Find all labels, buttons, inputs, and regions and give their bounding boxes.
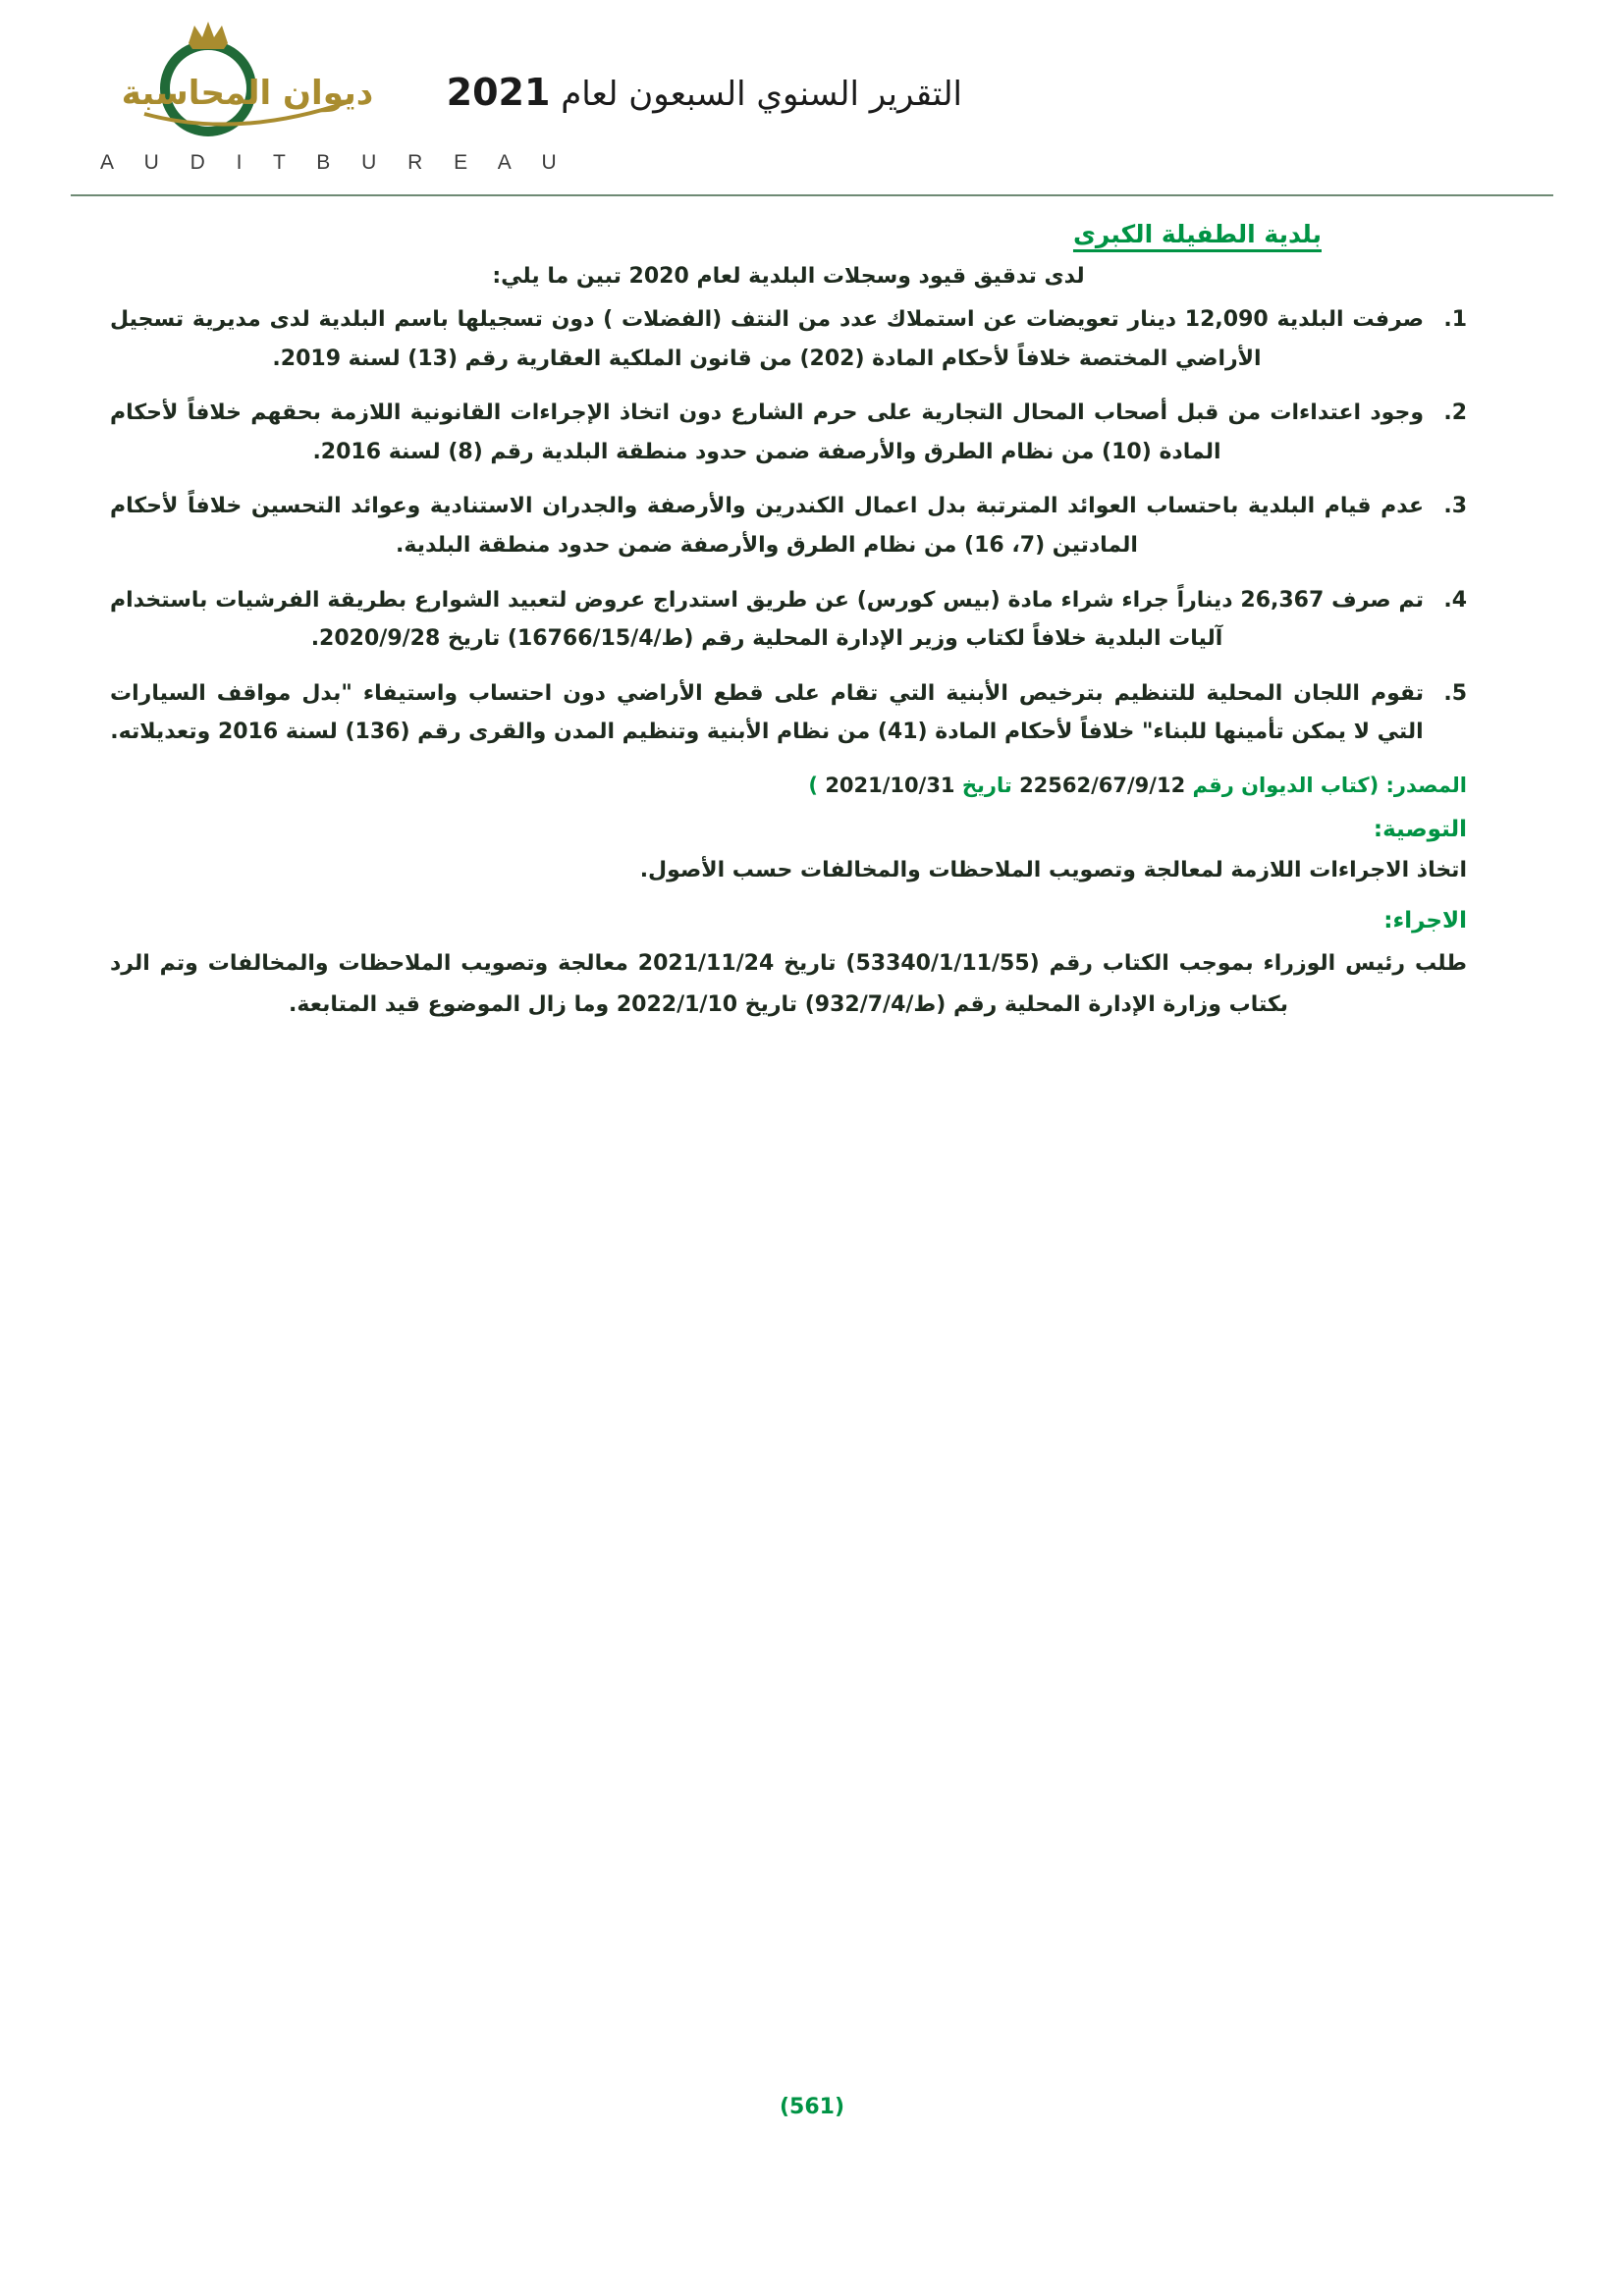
finding-item-2 (110, 394, 1467, 471)
source-suffix: ) (808, 773, 818, 797)
finding-number: 3. (1443, 494, 1467, 519)
page-number: (561) (779, 2095, 845, 2119)
finding-text: عدم قيام البلدية باحتساب العوائد المترتبة بدل اعمال الكندرين والأرصفة والجدران الاستنادية وعوائد التحسين خلافاً لأحكام المادتين (7، 16) من نظام الطرق والأرصفة ضمن حدود منطقة البلدية. (110, 494, 1424, 558)
finding-number: 1. (1443, 307, 1467, 332)
source-number: 22562/67/9/12 (1019, 773, 1186, 797)
source-prefix: المصدر: (كتاب الديوان رقم (1192, 773, 1467, 797)
recommendation-label: التوصية: (1373, 816, 1467, 842)
report-title (446, 71, 962, 114)
intro-line: لدى تدقيق قيود وسجلات البلدية لعام 2020 تبين ما يلي: (492, 264, 1085, 289)
logo-arabic-text: ديوان المحاسبة (121, 74, 374, 113)
audit-bureau-emblem (90, 20, 395, 145)
finding-item-4 (110, 581, 1467, 659)
finding-number: 5. (1443, 680, 1467, 706)
source-date: 2021/10/31 (825, 773, 955, 797)
finding-text: تقوم اللجان المحلية للتنظيم بترخيص الأبنية التي تقام على قطع الأراضي دون احتساب واستيفاء "بدل مواقف السيارات التي لا يمكن تأمينها للبناء" خلافاً لأحكام المادة (41) من نظام الأبنية وتنظيم المدن والقرى رقم (136) لسنة 2016 وتعديلاته. (110, 680, 1424, 745)
finding-item-1 (110, 300, 1467, 378)
finding-text: وجود اعتداءات من قبل أصحاب المحال التجارية على حرم الشارع دون اتخاذ الإجراءات القانونية اللازمة بحقهم خلافاً لأحكام المادة (10) من نظام الطرق والأرصفة ضمن حدود منطقة البلدية رقم (8) لسنة 2016. (110, 400, 1424, 464)
report-title-text: التقرير السنوي السبعون لعام (561, 75, 962, 114)
finding-item-5 (110, 674, 1467, 752)
action-text: طلب رئيس الوزراء بموجب الكتاب رقم (53340/1/11/55) تاريخ 2021/11/24 معالجة وتصويب الملاحظات والمخالفات وتم الرد بكتاب وزارة الإدارة المحلية رقم (ط/932/7/4) تاريخ 2022/1/10 وما زال الموضوع قيد المتابعة. (110, 951, 1467, 1018)
report-title-year: 2021 (446, 71, 551, 114)
source-line (110, 774, 1467, 797)
finding-number: 4. (1443, 587, 1467, 613)
section-title-text: بلدية الطفيلة الكبرى (1072, 220, 1322, 248)
section-title (110, 220, 1322, 248)
finding-text: صرفت البلدية 12,090 دينار تعويضات عن استملاك عدد من النتف (الفضلات ) دون تسجيلها باسم البلدية لدى مديرية تسجيل الأراضي المختصة خلافاً لأحكام المادة (202) من قانون الملكية العقارية رقم (13) لسنة 2019. (110, 307, 1425, 371)
finding-text: تم صرف 26,367 ديناراً جراء شراء مادة (بيس كورس) عن طريق استدراج عروض لتعبيد الشوارع بطريقة الفرشيات باستخدام آليات البلدية خلافاً لكتاب وزير الإدارة المحلية رقم (ط/16766/15/4) تاريخ 2020/9/28. (110, 587, 1424, 652)
action-label: الاجراء: (1383, 908, 1467, 934)
logo-english-text: A U D I T B U R E A U (100, 151, 569, 174)
report-body (0, 196, 1624, 1026)
crown-icon (189, 22, 228, 49)
page-header (0, 0, 1624, 194)
finding-item-3 (110, 487, 1467, 564)
finding-number: 2. (1443, 400, 1467, 426)
recommendation-text: اتخاذ الاجراءات اللازمة لمعالجة وتصويب الملاحظات والمخالفات حسب الأصول. (639, 857, 1467, 882)
source-date-label: تاريخ (961, 773, 1012, 797)
